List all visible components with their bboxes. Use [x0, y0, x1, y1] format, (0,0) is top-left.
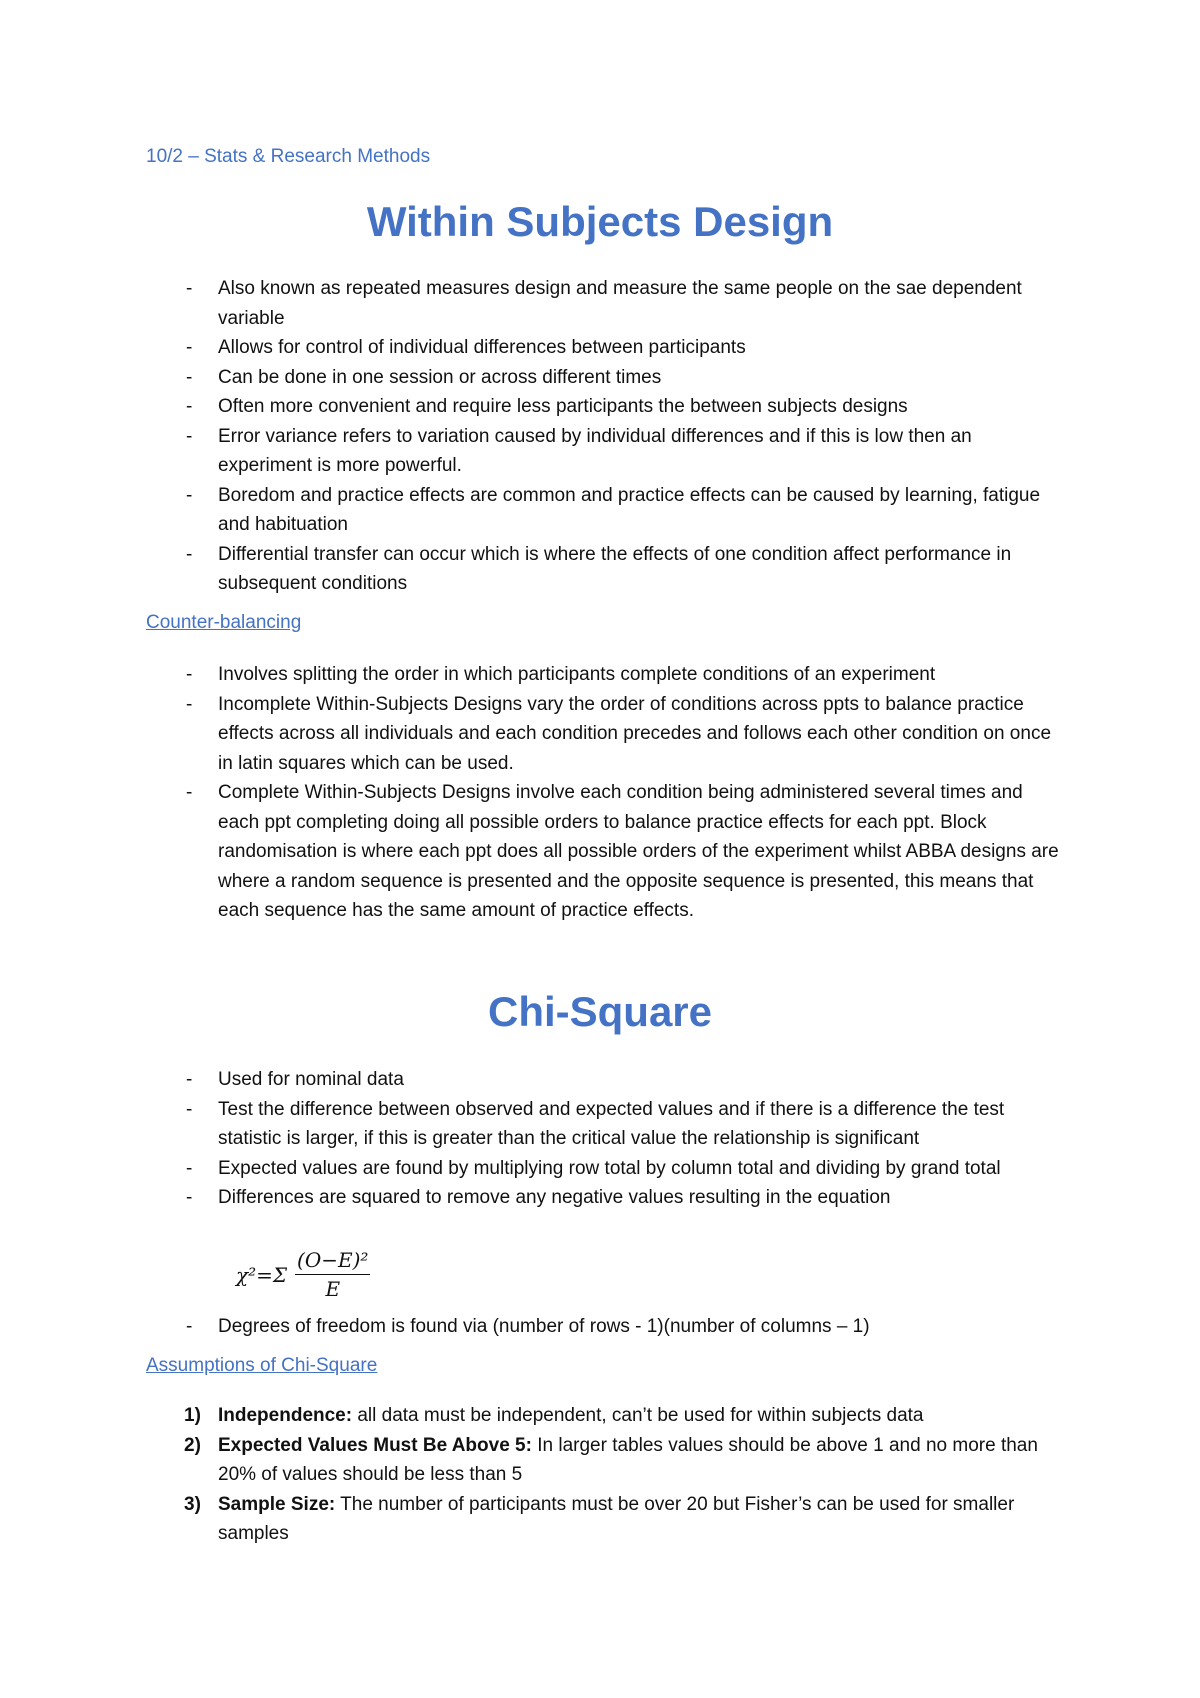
assumption-label: Sample Size:	[218, 1493, 336, 1515]
bullet-dash: -	[186, 366, 193, 388]
subheading-assumptions: Assumptions of Chi-Square	[146, 1355, 378, 1376]
bullet-dash: -	[186, 693, 193, 715]
bullet-dash: -	[186, 425, 193, 447]
formula-fraction	[295, 1248, 370, 1301]
formula-denominator: E	[325, 1277, 341, 1301]
counter-balancing-bullets	[146, 660, 1066, 926]
bullet-dash: -	[186, 396, 193, 417]
within-subjects-bullets	[146, 274, 1066, 599]
list-number: 3)	[184, 1493, 201, 1515]
bullet-dash: -	[186, 1157, 193, 1179]
list-item: - Often more convenient and require less participants the between subjects designs	[146, 392, 1066, 422]
list-item: - Expected values are found by multiplying row total by column total and dividing by grand total	[146, 1154, 1066, 1184]
chi-square-bullets	[146, 1065, 1066, 1213]
bullet-dash: -	[186, 1316, 193, 1337]
document-header: 10/2 – Stats & Research Methods	[146, 146, 431, 167]
list-item: - Involves splitting the order in which participants complete conditions of an experiment	[146, 660, 1066, 690]
degrees-of-freedom-bullet	[146, 1312, 1066, 1342]
bullet-dash: -	[186, 1098, 193, 1120]
list-item: - Boredom and practice effects are common and practice effects can be caused by learning, fatigue and habituation	[146, 481, 1066, 540]
bullet-dash: -	[186, 543, 193, 565]
list-item: - Used for nominal data	[146, 1065, 1066, 1095]
list-item: 1) Independence: all data must be independent, can’t be used for within subjects data	[146, 1401, 1066, 1431]
bullet-dash: -	[186, 337, 193, 358]
assumption-label: Independence:	[218, 1405, 353, 1426]
list-item: - Test the difference between observed and expected values and if there is a difference the test statistic is larger, if this is greater than the critical value the relationship is significant	[146, 1095, 1066, 1154]
chi-square-formula	[236, 1248, 370, 1301]
bullet-dash: -	[186, 1069, 193, 1090]
bullet-dash: -	[186, 782, 193, 803]
bullet-dash: -	[186, 484, 193, 506]
list-item: - Differential transfer can occur which is where the effects of one condition affect performance in subsequent conditions	[146, 540, 1066, 599]
assumptions-list	[146, 1401, 1066, 1549]
subheading-counter-balancing: Counter-balancing	[146, 612, 302, 633]
list-item: - Differences are squared to remove any negative values resulting in the equation	[146, 1183, 1066, 1213]
list-item: - Degrees of freedom is found via (number of rows - 1)(number of columns – 1)	[146, 1312, 1066, 1342]
list-item: - Complete Within-Subjects Designs involve each condition being administered several times and each ppt completing doing all possible orders to balance practice effects for each ppt. Block randomisation is where each ppt does all possible orders of the experiment whilst ABBA designs are where a random sequence is presented and the opposite sequence is presented, this means that each sequence has the same amount of practice effects.	[146, 778, 1066, 926]
list-item: - Error variance refers to variation caused by individual differences and if this is low then an experiment is more powerful.	[146, 422, 1066, 481]
formula-numerator: (O−E)²	[297, 1248, 369, 1272]
list-item: - Can be done in one session or across different times	[146, 363, 1066, 393]
bullet-dash: -	[186, 278, 193, 299]
list-item: - Incomplete Within-Subjects Designs vary the order of conditions across ppts to balance practice effects across all individuals and each condition precedes and follows each other condition on once in latin squares which can be used.	[146, 690, 1066, 779]
assumption-label: Expected Values Must Be Above 5:	[218, 1434, 532, 1456]
list-item: 2) Expected Values Must Be Above 5: In larger tables values should be above 1 and no more than 20% of values should be less than 5	[146, 1431, 1066, 1490]
formula-lhs: χ²=Σ	[236, 1262, 288, 1287]
section-title-chi-square: Chi-Square	[487, 988, 713, 1035]
list-number: 2)	[184, 1434, 201, 1456]
bullet-dash: -	[186, 1187, 193, 1208]
list-item: 3) Sample Size: The number of participants must be over 20 but Fisher’s can be used for smaller samples	[146, 1490, 1066, 1549]
section-title-within-subjects: Within Subjects Design	[366, 198, 834, 245]
list-item: - Also known as repeated measures design and measure the same people on the sae dependent variable	[146, 274, 1066, 333]
bullet-dash: -	[186, 664, 193, 685]
list-number: 1)	[184, 1405, 201, 1426]
list-item: - Allows for control of individual differences between participants	[146, 333, 1066, 363]
